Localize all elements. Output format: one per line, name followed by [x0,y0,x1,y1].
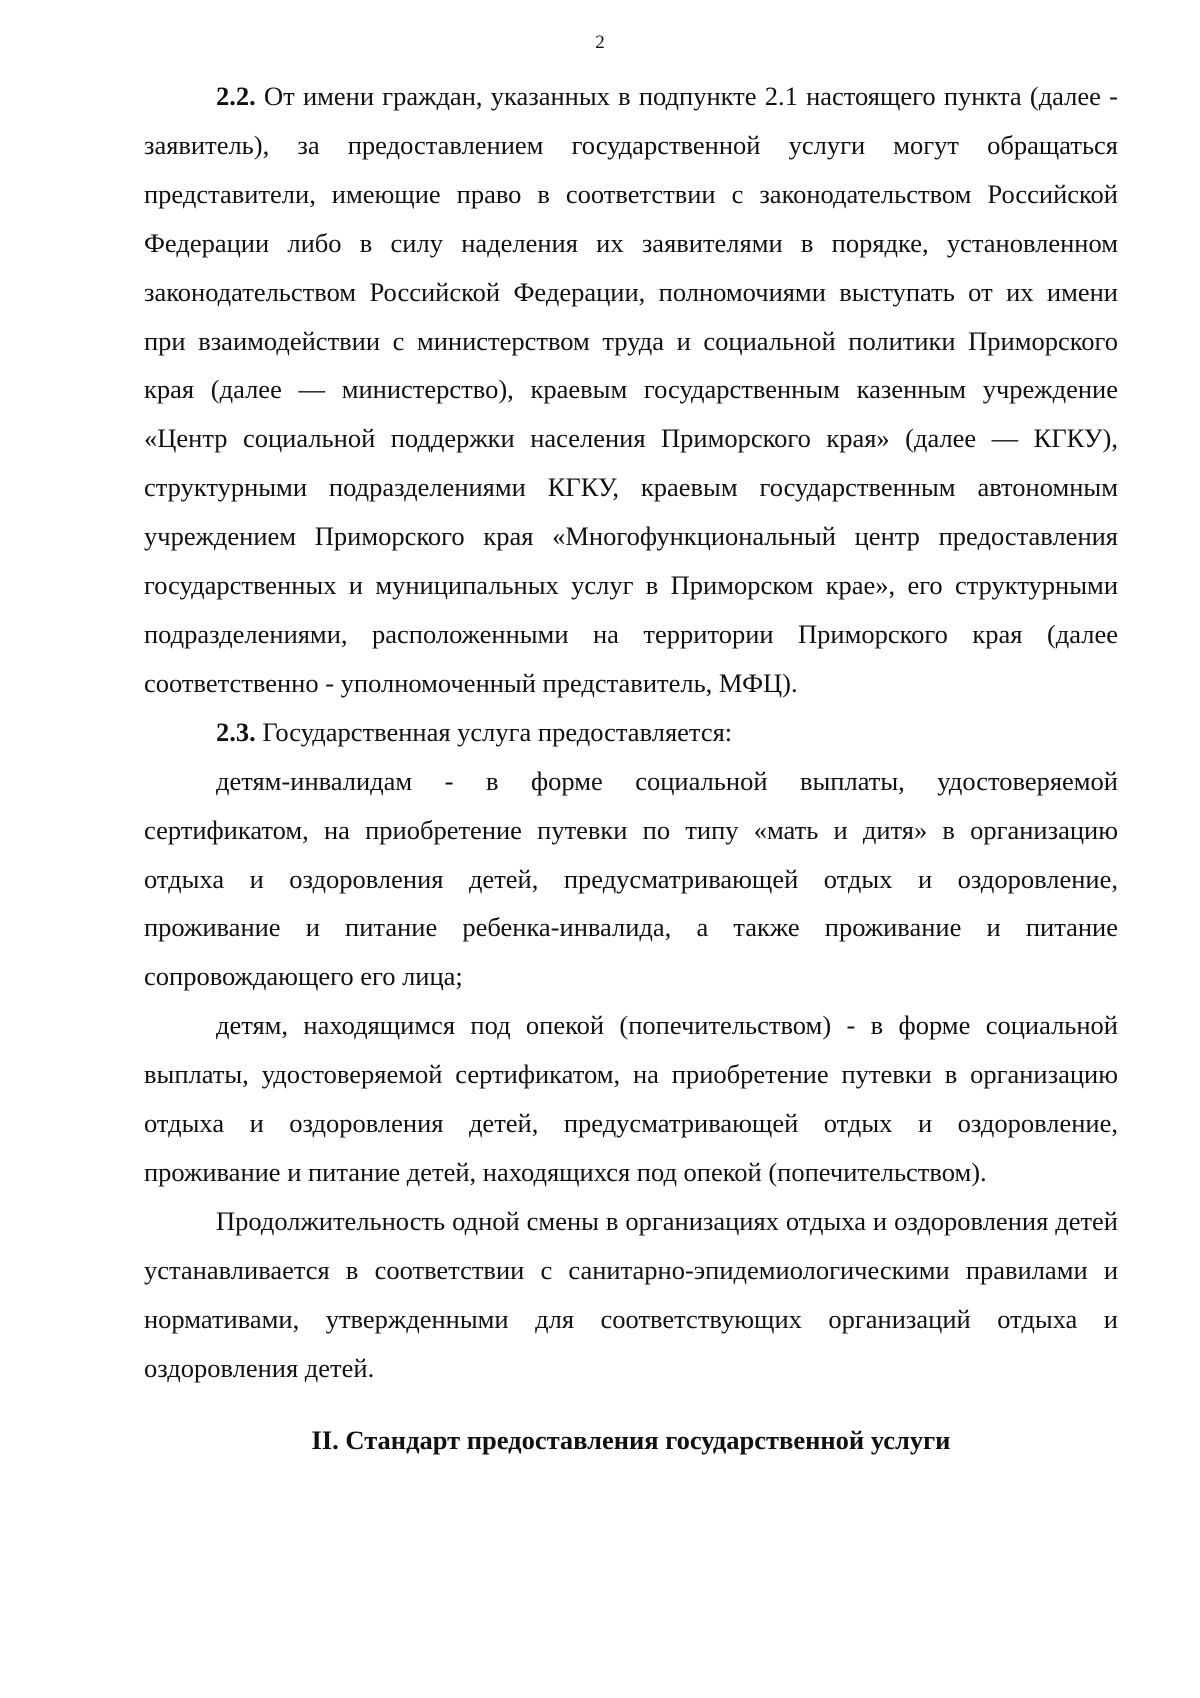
clause-number: 2.3. [216,716,256,747]
paragraph-2-3 [144,708,1118,757]
section-heading: II. Стандарт предоставления государственной услуги [311,1425,951,1456]
clause-number: 2.2. [216,81,256,111]
page-number: 2 [595,32,605,53]
paragraph-shift-duration: Продолжительность одной смены в организациях отдыха и оздоровления детей устанавливается в соответствии с санитарно-эпидемиологическими правилами и нормативами, утвержденными для соответствующих организаций отдыха и оздоровления детей. [144,1205,1118,1383]
paragraph-text: Государственная услуга предоставляется: [255,716,733,747]
paragraph-disabled-children: детям-инвалидам - в форме социальной выплаты, удостоверяемой сертификатом, на приобретение путевки по типу «мать и дитя» в организацию отдыха и оздоровления детей, предусматривающей отдых и оздоровление, проживание и питание ребенка-инвалида, а также проживание и питание сопровождающего его лица; [144,765,1118,992]
paragraph-text: От имени граждан, указанных в подпункте 2.1 настоящего пункта (далее - заявитель), за предоставлением государственной услуги могут обращаться представители, имеющие право в соответствии с законодательством Российской Федерации либо в силу наделения их заявителями в порядке, установленном законодательством Российской Федерации, полномочиями выступать от их имени при взаимодействии с министерством труда и социальной политики Приморского края (далее — министерство), краевым государственным казенным учреждение «Центр социальной поддержки населения Приморского края» (далее — КГКУ), структурными подразделениями КГКУ, краевым государственным автономным учреждением Приморского края «Многофункциональный центр предоставления государственных и муниципальных услуг в Приморском крае», его структурными подразделениями, расположенными на территории Приморского края (далее соответственно - уполномоченный представитель, МФЦ). [144,81,1118,698]
paragraph-children-under-guardianship: детям, находящимся под опекой (попечительством) - в форме социальной выплаты, удостоверяемой сертификатом, на приобретение путевки в организацию отдыха и оздоровления детей, предусматривающей отдых и оздоровление, проживание и питание детей, находящихся под опекой (попечительством). [144,1010,1118,1187]
document-body [144,72,1118,1465]
paragraph-2-2 [144,72,1118,708]
